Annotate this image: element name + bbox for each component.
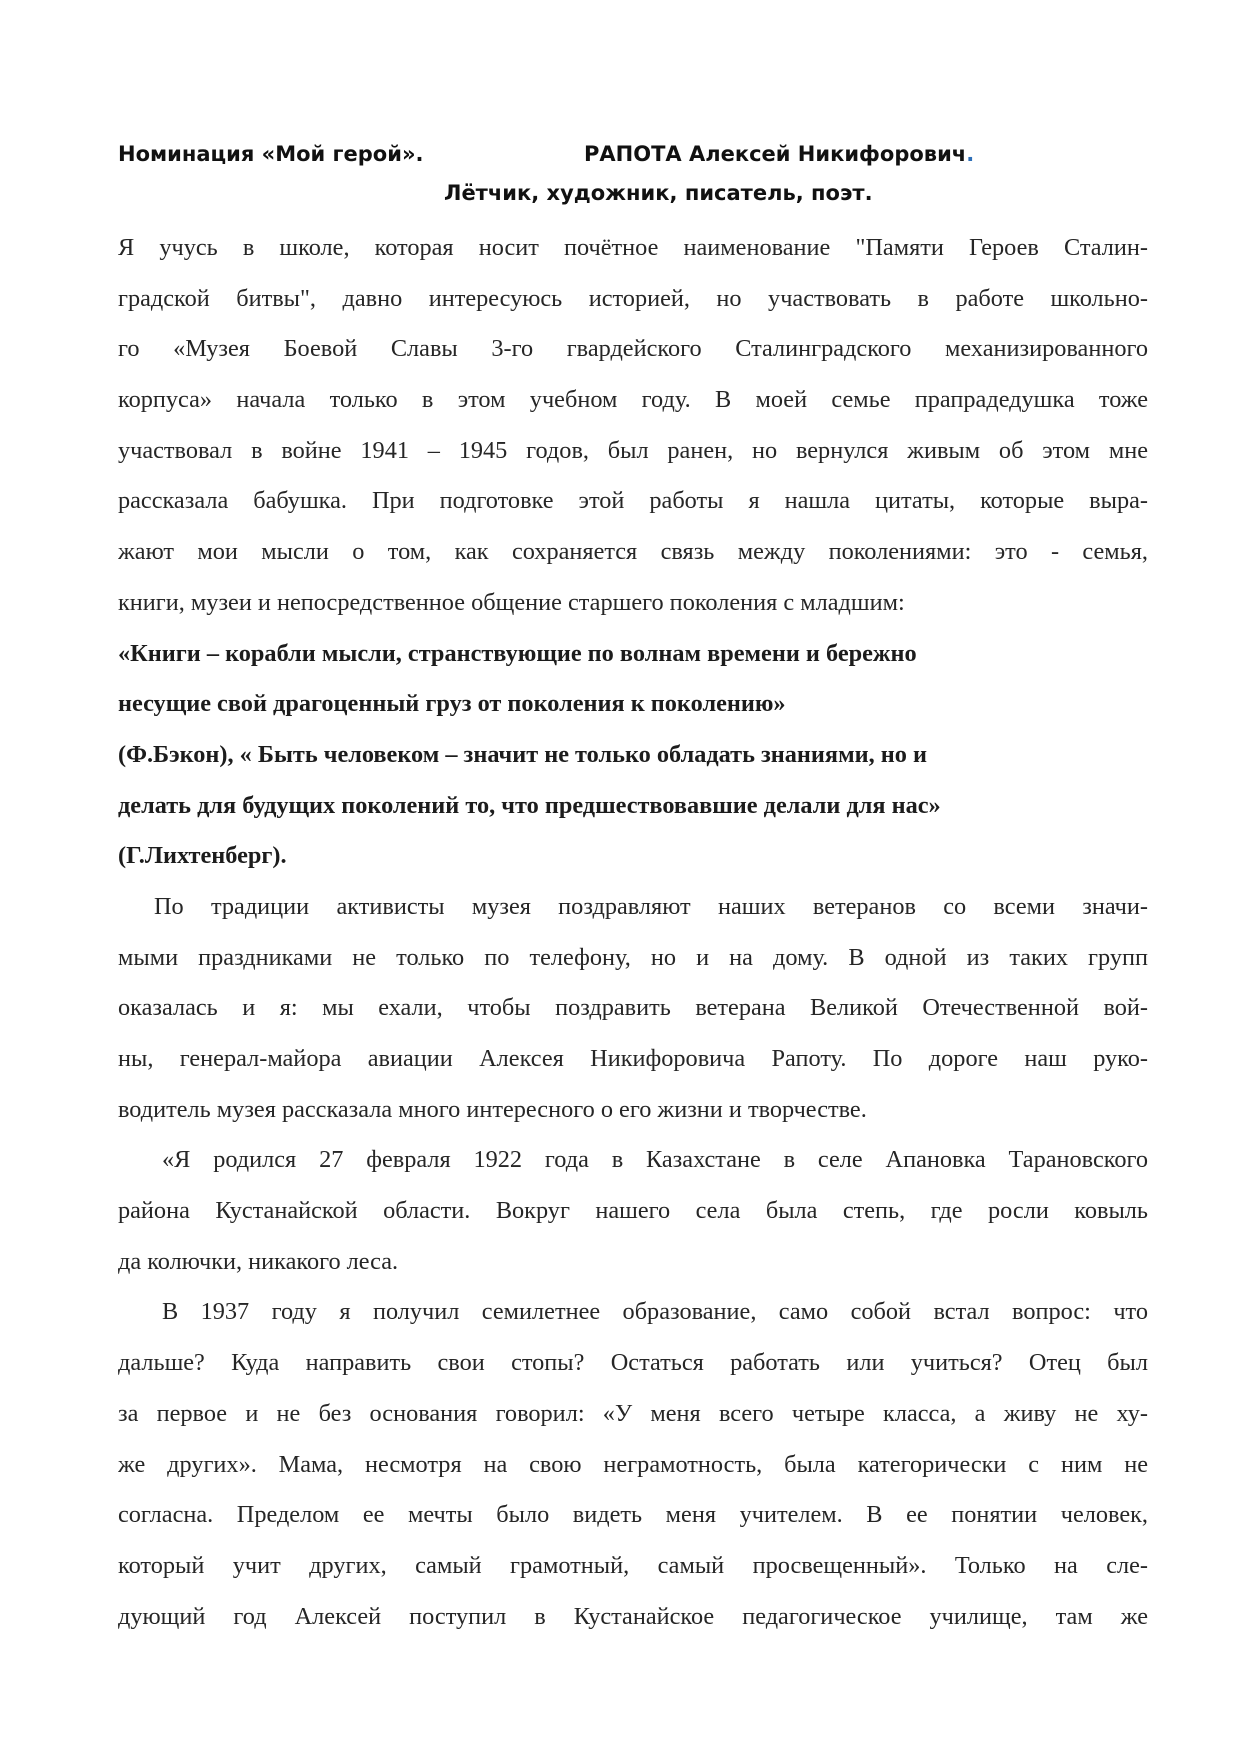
author-name-dot: . bbox=[966, 142, 975, 166]
text-line: В 1937 году я получил семилетнее образование, само собой встал вопрос: что bbox=[162, 1298, 1148, 1326]
quote-line: несущие свой драгоценный груз от поколения к поколению» bbox=[118, 690, 786, 718]
text-line: корпуса» начала только в этом учебном году. В моей семье прапрадедушка тоже bbox=[118, 386, 1148, 414]
text-line: мыми праздниками не только по телефону, но и на дому. В одной из таких групп bbox=[118, 943, 1148, 971]
text-line: согласна. Пределом ее мечты было видеть меня учителем. В ее понятии человек, bbox=[118, 1501, 1148, 1529]
text-line: же других». Мама, несмотря на свою неграмотность, была категорически с ним не bbox=[118, 1450, 1148, 1478]
text-line: По традиции активисты музея поздравляют наших ветеранов со всеми значи- bbox=[154, 892, 1148, 920]
essay-body bbox=[118, 223, 1148, 1642]
quote-line: (Ф.Бэкон), « Быть человеком – значит не только обладать знаниями, но и bbox=[118, 740, 927, 768]
text-line: участвовал в войне 1941 – 1945 годов, был ранен, но вернулся живым об этом мне bbox=[118, 436, 1148, 464]
text-line: за первое и не без основания говорил: «У меня всего четыре класса, а живу не ху- bbox=[118, 1399, 1148, 1427]
text-line: который учит других, самый грамотный, самый просвещенный». Только на сле- bbox=[118, 1551, 1148, 1579]
text-line: рассказала бабушка. При подготовке этой работы я нашла цитаты, которые выра- bbox=[118, 487, 1148, 515]
text-line: ны, генерал-майора авиации Алексея Никифоровича Рапоту. По дороге наш руко- bbox=[118, 1045, 1148, 1072]
quote-line: (Г.Лихтенберг). bbox=[118, 842, 287, 870]
text-line: градской битвы", давно интересуюсь историей, но участвовать в работе школьно- bbox=[118, 284, 1148, 312]
quote-line: «Книги – корабли мысли, странствующие по волнам времени и бережно bbox=[118, 639, 917, 667]
text-line: водитель музея рассказала много интересного о его жизни и творчестве. bbox=[118, 1095, 867, 1123]
nomination-title: Номинация «Мой герой». bbox=[118, 142, 424, 166]
text-line: да колючки, никакого леса. bbox=[118, 1247, 399, 1275]
text-line: Я учусь в школе, которая носит почётное наименование "Памяти Героев Сталин- bbox=[118, 234, 1148, 261]
quote-line: делать для будущих поколений то, что предшествовавшие делали для нас» bbox=[118, 791, 941, 819]
text-line: книги, музеи и непосредственное общение старшего поколения с младшим: bbox=[118, 588, 905, 616]
author-name bbox=[584, 142, 974, 166]
text-line: жают мои мысли о том, как сохраняется связь между поколениями: это - семья, bbox=[118, 538, 1148, 566]
text-line: района Кустанайской области. Вокруг нашего села была степь, где росли ковыль bbox=[118, 1197, 1148, 1225]
text-line: го «Музея Боевой Славы 3-го гвардейского Сталинградского механизированного bbox=[118, 335, 1148, 363]
text-line: дующий год Алексей поступил в Кустанайское педагогическое училище, там же bbox=[118, 1602, 1148, 1630]
text-line: оказалась и я: мы ехали, чтобы поздравить ветерана Великой Отечественной вой- bbox=[118, 994, 1148, 1022]
text-line: дальше? Куда направить свои стопы? Остаться работать или учиться? Отец был bbox=[118, 1349, 1148, 1377]
author-name-text: РАПОТА Алексей Никифорович bbox=[584, 142, 967, 166]
author-subtitle: Лётчик, художник, писатель, поэт. bbox=[444, 181, 873, 205]
text-line: «Я родился 27 февраля 1922 года в Казахстане в селе Апановка Тарановского bbox=[162, 1146, 1148, 1174]
